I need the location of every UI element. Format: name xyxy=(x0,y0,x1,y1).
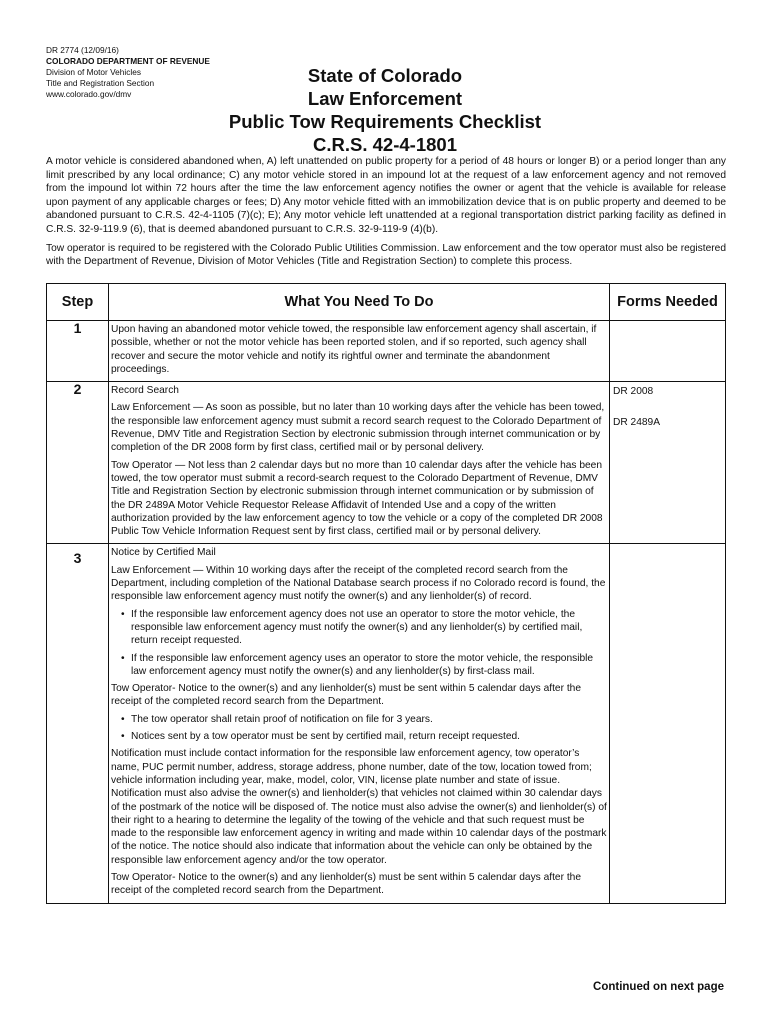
title-line-2: Law Enforcement xyxy=(307,88,463,109)
step-3-instructions xyxy=(109,544,610,903)
form-reference: DR 2008 xyxy=(613,386,654,398)
table-row-step-2 xyxy=(47,382,726,544)
list-item: • The tow operator shall retain proof of notification on file for 3 years. xyxy=(131,713,607,726)
step-2-forms xyxy=(610,382,726,544)
header-forms-needed: Forms Needed xyxy=(610,284,726,321)
table-header-row xyxy=(47,284,726,321)
list-item: • If the responsible law enforcement agency does not use an operator to store the motor vehicle, the responsible law enforcement agency must notify the owner(s) and any lienholder(s) by certified mail, return receipt requested. xyxy=(131,608,607,648)
title-line-3: Public Tow Requirements Checklist xyxy=(228,111,542,132)
form-id: DR 2774 (12/09/16) xyxy=(46,45,119,55)
continued-note: Continued on next page xyxy=(593,981,724,993)
law-enforcement-bullets xyxy=(111,608,607,678)
step-number: 2 xyxy=(47,382,109,544)
step-1-instructions xyxy=(109,321,610,382)
table-row-step-1 xyxy=(47,321,726,382)
section-name: Title and Registration Section xyxy=(46,78,155,88)
requirements-table xyxy=(46,283,726,904)
statute-title: C.R.S. 42-4-1801 xyxy=(313,134,457,155)
step-2-instructions xyxy=(109,382,610,544)
form-reference: DR 2489A xyxy=(613,417,661,429)
step-1-forms xyxy=(610,321,726,382)
title-block xyxy=(180,64,590,156)
step-2-heading: Record Search xyxy=(111,385,179,397)
department-name: COLORADO DEPARTMENT OF REVENUE xyxy=(46,56,210,66)
header-what-you-need: What You Need To Do xyxy=(109,284,610,321)
step-3-law-enforcement: Law Enforcement — Within 10 working days after the receipt of the completed record search from the Department, including completion of the National Database search process if no Colorado record is found, the responsible law enforcement agency must notify the owner(s) and any lienholder(s) of record. xyxy=(111,564,606,603)
step-3-tow-operator: Tow Operator- Notice to the owner(s) and any lienholder(s) must be sent within 5 calendar days after the receipt of the completed record search from the Department. xyxy=(111,683,581,708)
website: www.colorado.gov/dmv xyxy=(46,89,132,99)
intro-paragraph-1: A motor vehicle is considered abandoned when, A) left unattended on public property for a period of 48 hours or longer B) or a period longer than any limit prescribed by any local ordinance; C) any motor vehicle stored in an impound lot at the request of a law enforcement agency and not removed from the impound lot within 72 hours after the time the law enforcement agency notifies the owner or agent that the vehicle is available for release upon payment of any applicable charges or fees; D) Any motor vehicle fitted with an immobilization device that is on public property and deemed to be abandoned pursuant to C.R.S. 42-4-1105 (7)(c); E); Any motor vehicle left unattended at a regional transportation district parking facility as defined in C.R.S. 32-9-119.9 (6), that is deemed abandoned pursuant to C.R.S. 32-9-119-9 (4)(b). xyxy=(46,156,726,235)
division-name: Division of Motor Vehicles xyxy=(46,67,141,77)
step-3-heading: Notice by Certified Mail xyxy=(111,547,216,559)
intro-paragraph-2: Tow operator is required to be registered with the Colorado Public Utilities Commission. Law enforcement and the tow operator must also be registered with the Department of Revenue, Division of Motor Vehicles (Title and Registration Section) to complete this process. xyxy=(46,242,726,268)
step-2-law-enforcement: Law Enforcement — As soon as possible, but no later than 10 working days after the vehicle has been towed, the responsible law enforcement agency must submit a record search request to the Colorado Department of Revenue, DMV Title and Registration Section by electronic submission through internet communication or by completion of the DR 2008 form by first class, certified mail or by personal delivery. xyxy=(111,402,605,454)
step-1-text: Upon having an abandoned motor vehicle towed, the responsible law enforcement agency shall ascertain, if possible, whether or not the motor vehicle has been reported stolen, and if so reported, such agency shall recover and secure the motor vehicle and notify its rightful owner and terminate the abandonment proceedings. xyxy=(111,324,597,375)
header-step: Step xyxy=(47,284,109,321)
step-number: 1 xyxy=(47,321,109,382)
table-row-step-3 xyxy=(47,544,726,903)
title-line-1: State of Colorado xyxy=(307,65,463,86)
intro-text xyxy=(46,155,726,274)
list-item: • If the responsible law enforcement agency uses an operator to store the motor vehicle, the responsible law enforcement agency must notify the owner(s) and any lienholder(s) by first-class mail. xyxy=(131,652,607,679)
step-3-notification: Notification must include contact information for the responsible law enforcement agency, tow operator’s name, PUC permit number, address, storage address, phone number, date of the tow, location towed from; vehicle information including year, make, model, color, VIN, license plate number and state of issue. Notification must also advise the owner(s) and lienholder(s) that vehicles not claimed within 30 calendar days of the postmark of the notice will be disposed of. The notice must also advise the owner(s) and lienholder(s) of their right to a hearing to determine the legality of the towing of the vehicle and that such request must be made to the responsible law enforcement agency in writing and made within 10 calendar days of the postmark of the notice. The notice should also indicate that information about the vehicle can only be obtained by the responsible law enforcement agency and/or the tow operator. xyxy=(111,748,607,866)
step-3-tow-operator-2: Tow Operator- Notice to the owner(s) and any lienholder(s) must be sent within 5 calendar days after the receipt of the completed record search from the Department. xyxy=(111,871,581,897)
list-item: • Notices sent by a tow operator must be sent by certified mail, return receipt requested. xyxy=(131,730,607,743)
tow-operator-bullets xyxy=(111,713,607,744)
step-3-forms xyxy=(610,544,726,903)
step-number: 3 xyxy=(47,544,109,903)
step-2-tow-operator: Tow Operator — Not less than 2 calendar days but no more than 10 calendar days after the vehicle has been towed, the tow operator must submit a record-search request to the Colorado Department of Revenue, DMV Title and Registration Section by electronic submission through internet communication or by submission of the DR 2489A Motor Vehicle Requestor Release Affidavit of Intended Use and a copy of the written authorization provided by the law enforcement agency to tow the vehicle or a copy of the completed DR 2008 Public Tow Vehicle Information Request sent by first class, certified mail or by personal delivery. xyxy=(111,459,603,538)
